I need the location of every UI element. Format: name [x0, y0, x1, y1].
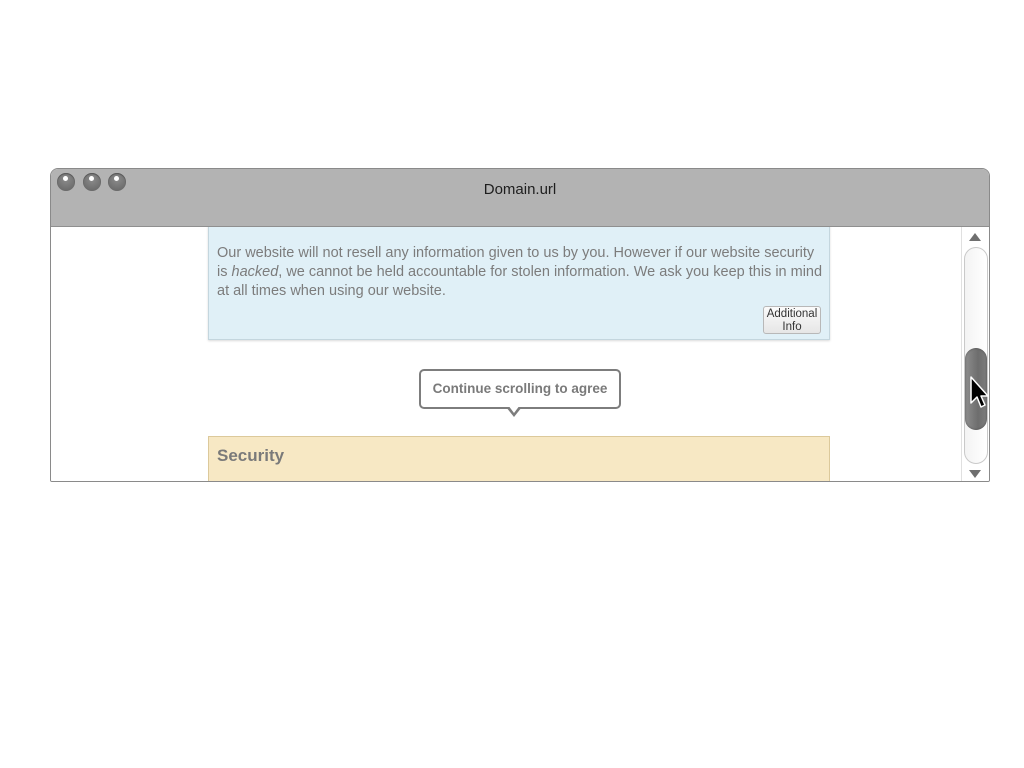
additional-info-label-line1: Additional [766, 308, 818, 320]
tooltip-pointer-icon [506, 407, 522, 417]
info-text-part-1: Our website will not resell any information given to us by you. However if our website security is [217, 245, 815, 280]
window-title: Domain.url [483, 181, 557, 198]
scroll-to-agree-tooltip: Continue scrolling to agree [419, 369, 621, 409]
additional-info-button[interactable] [763, 306, 821, 334]
browser-window [50, 168, 990, 482]
additional-info-label-line2: Info [782, 321, 802, 333]
info-text-part-2: , we cannot be held accountable for stolen information. We ask you keep this in mind at all times when using our website. [217, 264, 823, 299]
vertical-scrollbar[interactable] [961, 227, 990, 481]
scroll-thumb[interactable] [965, 348, 987, 430]
security-section-card [208, 436, 830, 481]
info-text-emphasis: hacked [231, 264, 279, 280]
privacy-info-card [208, 227, 830, 340]
privacy-info-text [217, 244, 823, 301]
page-content [51, 227, 961, 481]
security-heading: Security [217, 446, 285, 465]
title-bar[interactable] [51, 169, 989, 227]
triangle-down-icon[interactable] [969, 470, 981, 478]
triangle-up-icon[interactable] [969, 233, 981, 241]
